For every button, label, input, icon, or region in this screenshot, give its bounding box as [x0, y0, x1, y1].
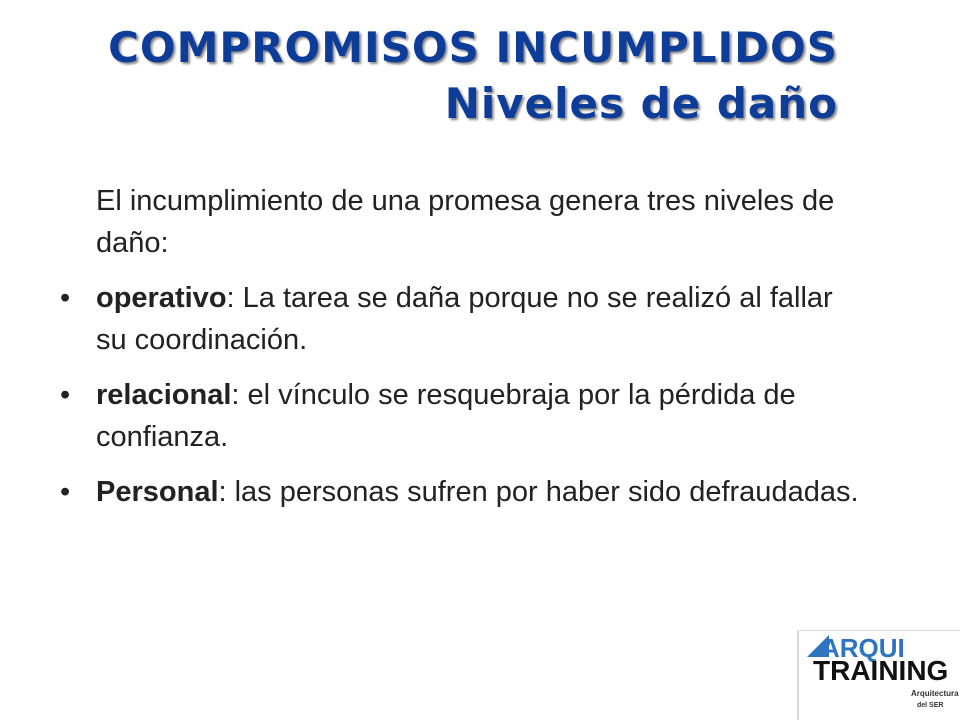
bullet-text: : las personas sufren por haber sido defraudadas. — [218, 476, 859, 508]
bullet-dot-icon: • — [60, 379, 71, 411]
arqui-training-logo — [797, 630, 960, 720]
bullet-text: : La tarea se daña porque no se realizó al fallar su coordinación. — [96, 282, 833, 356]
logo-text-arquitectura: Arquitectura — [911, 689, 959, 698]
bullet-term: operativo — [96, 282, 227, 314]
logo-text-training: TRAINING — [813, 655, 949, 686]
logo-text-arqui: ARQUI — [821, 633, 905, 663]
bullet-item-relacional — [60, 374, 860, 458]
bullet-item-personal — [60, 471, 860, 513]
logo-text-del-ser: del SER — [917, 702, 944, 709]
bullet-dot-icon: • — [60, 282, 71, 314]
title-line-2: Niveles de daño — [444, 79, 838, 128]
slide-body — [60, 180, 860, 526]
bullet-item-operativo — [60, 277, 860, 361]
bullet-term: Personal — [96, 476, 219, 508]
bullet-term: relacional — [96, 379, 232, 411]
intro-paragraph: El incumplimiento de una promesa genera tres niveles de daño: — [96, 185, 835, 259]
slide-title — [0, 20, 838, 132]
bullet-text: : el vínculo se resquebraja por la pérdida de confianza. — [96, 379, 796, 453]
logo-graphic — [799, 631, 960, 720]
title-line-1: COMPROMISOS INCUMPLIDOS — [108, 23, 838, 72]
bullet-dot-icon: • — [60, 476, 71, 508]
